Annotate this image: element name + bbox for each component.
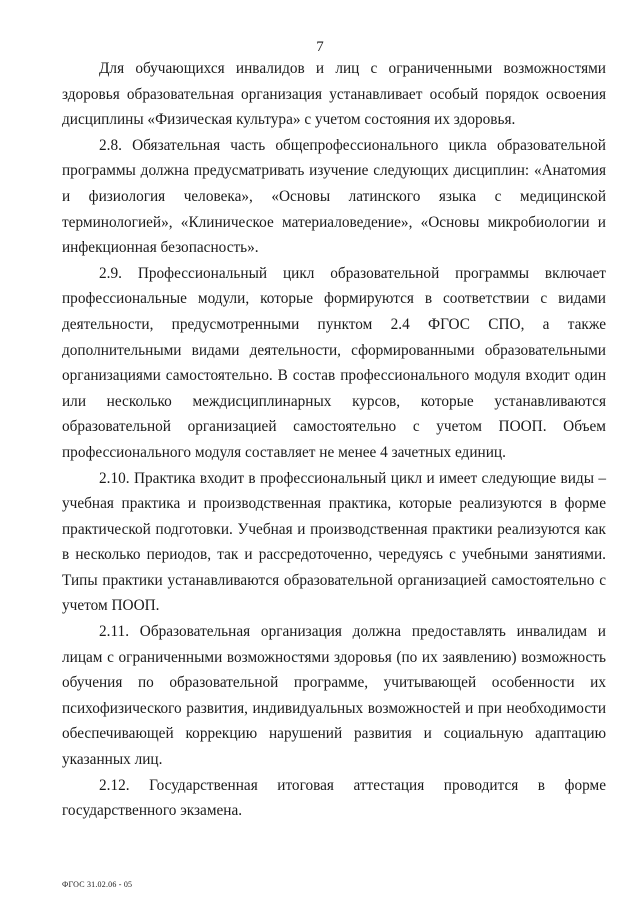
footer-document-code: ФГОС 31.02.06 - 05 (62, 880, 133, 889)
document-body (62, 56, 606, 824)
paragraph-2-8: 2.8. Обязательная часть общепрофессионального цикла образовательной программы должна предусматривать изучение следующих дисциплин: «Анатомия и физиология человека», «Основы латинского языка с медицинской терминологией», «Клиническое материаловедение», «Основы микробиологии и инфекционная безопасность». (62, 136, 606, 257)
paragraph-2-10: 2.10. Практика входит в профессиональный цикл и имеет следующие виды – учебная практика и производственная практика, которые реализуются в форме практической подготовки. Учебная и производственная практики реализуются как в несколько периодов, так и рассредоточенно, чередуясь с учебными занятиями. Типы практики устанавливаются образовательной организацией самостоятельно с учетом ПООП. (62, 469, 606, 615)
paragraph-2-12: 2.12. Государственная итоговая аттестация проводится в форме государственного экзамена. (62, 776, 606, 820)
paragraph-2-11: 2.11. Образовательная организация должна предоставлять инвалидам и лицам с ограниченными возможностями здоровья (по их заявлению) возможность обучения по образовательной программе, учитывающей особенности их психофизического развития, индивидуальных возможностей и при необходимости обеспечивающей коррекцию нарушений развития и социальную адаптацию указанных лиц. (62, 623, 606, 769)
paragraph-2-9: 2.9. Профессиональный цикл образовательной программы включает профессиональные модули, которые формируются в соответствии с видами деятельности, предусмотренными пунктом 2.4 ФГОС СПО, а также дополнительными видами деятельности, сформированными образовательными организациями самостоятельно. В состав профессионального модуля входит один или несколько междисциплинарных курсов, которые устанавливаются образовательной организацией самостоятельно с учетом ПООП. Объем профессионального модуля составляет не менее 4 зачетных единиц. (62, 264, 606, 461)
paragraph-disabled-students: Для обучающихся инвалидов и лиц с ограниченными возможностями здоровья образовательная организация устанавливает особый порядок освоения дисциплины «Физическая культура» с учетом состояния их здоровья. (62, 60, 606, 129)
page-number: 7 (316, 39, 324, 55)
